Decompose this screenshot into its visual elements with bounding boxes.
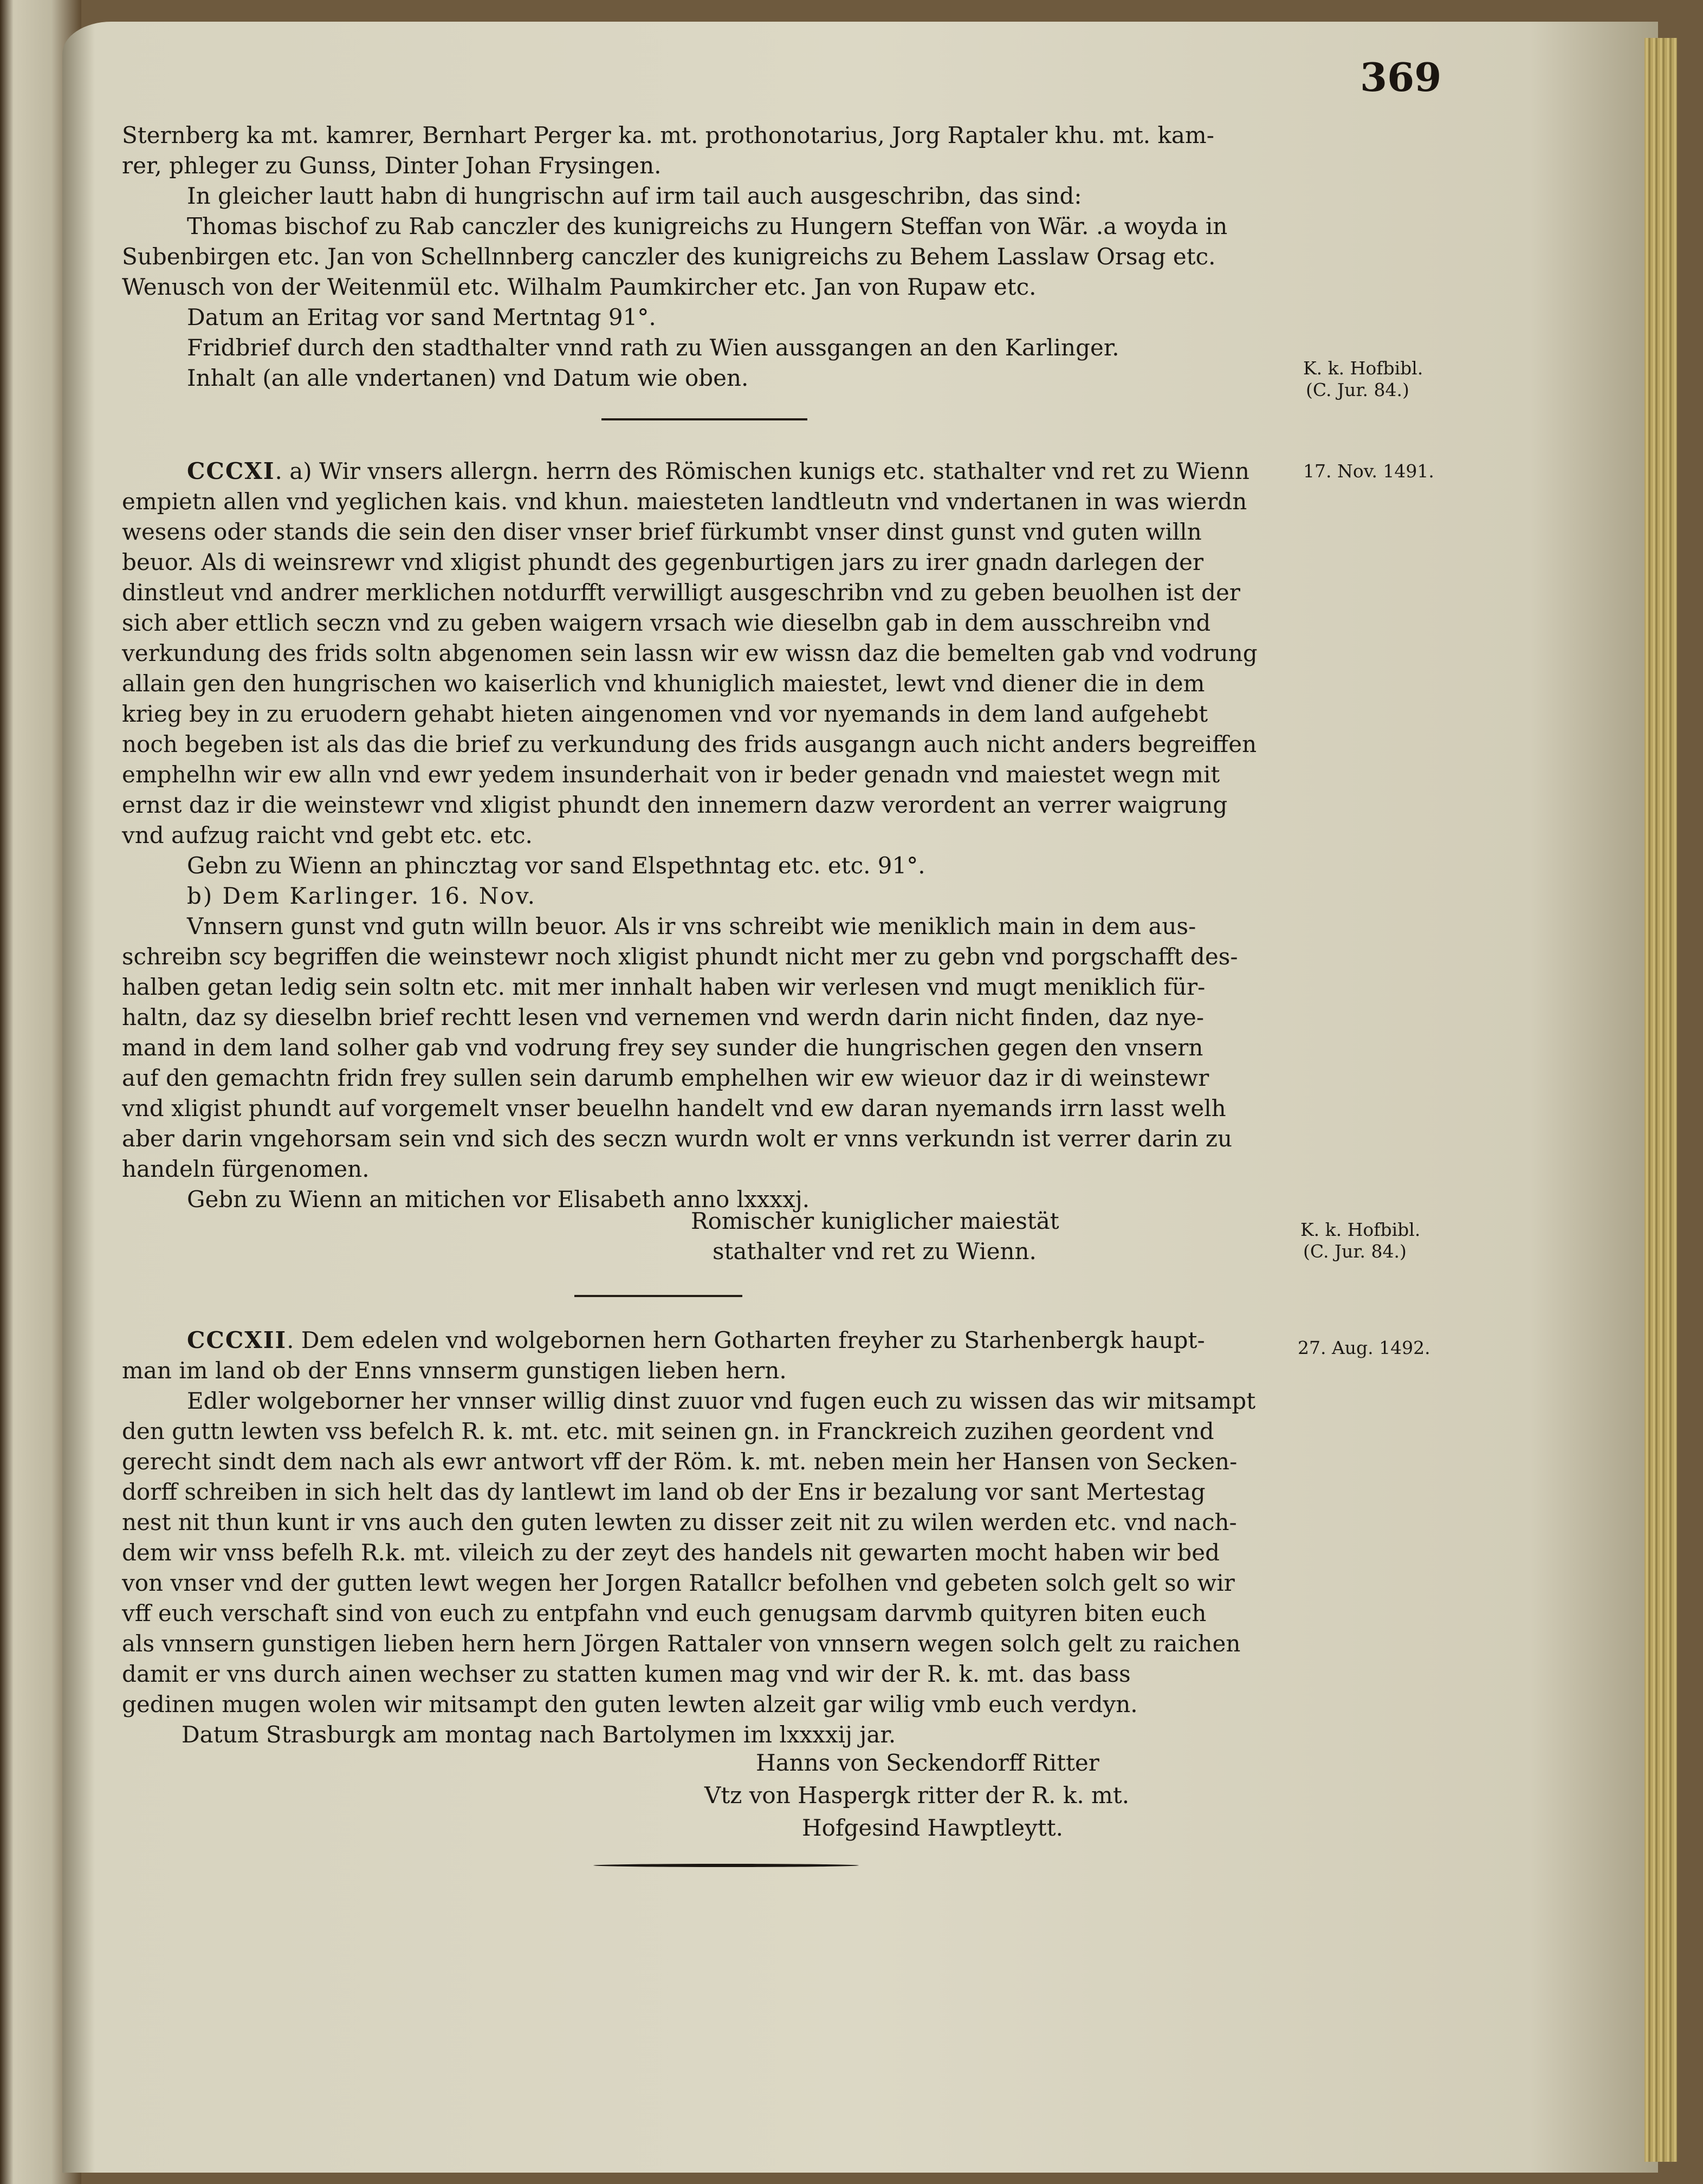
signature-line: stathalter vnd ret zu Wienn. <box>713 1238 1037 1265</box>
document-number: CCCXII <box>187 1327 287 1353</box>
text-line: Datum Strasburgk am montag nach Bartolymen im lxxxxij jar. <box>182 1721 896 1748</box>
text-line: handeln fürgenomen. <box>122 1156 370 1182</box>
document-number: CCCXI <box>187 458 275 484</box>
source-reference: (C. Jur. 84.) <box>1303 1241 1407 1262</box>
text-line: Gebn zu Wienn an phincztag vor sand Elspethntag etc. etc. 91°. <box>187 852 925 879</box>
text-line: halben getan ledig sein soltn etc. mit mer innhalt haben wir verlesen vnd mugt meniklich für- <box>122 974 1206 1000</box>
text-line: schreibn scy begriffen die weinstewr noch xligist phundt nicht mer zu gebn vnd porgschafft des- <box>122 943 1238 970</box>
text-line: Gebn zu Wienn an mitichen vor Elisabeth anno lxxxxj. <box>187 1186 810 1213</box>
end-divider <box>593 1864 859 1867</box>
text-line: beuor. Als di weinsrewr vnd xligist phundt des gegenburtigen jars zu irer gnadn darlegen der <box>122 549 1204 575</box>
text-line: vnd aufzug raicht vnd gebt etc. etc. <box>122 822 533 848</box>
document-date: 17. Nov. 1491. <box>1303 461 1434 482</box>
text-line: Subenbirgen etc. Jan von Schellnnberg canczler des kunigreichs zu Behem Lasslaw Orsag etc. <box>122 243 1216 270</box>
source-reference: K. k. Hofbibl. <box>1300 1219 1421 1240</box>
text-line: auf den gemachtn fridn frey sullen sein darumb emphelhen wir ew wieuor daz ir di weinstewr <box>122 1065 1209 1091</box>
signature-line: Hofgesind Hawptleytt. <box>802 1814 1063 1841</box>
text-line: . a) Wir vnsers allergn. herrn des Römischen kunigs etc. stathalter vnd ret zu Wienn <box>275 458 1249 484</box>
source-reference: K. k. Hofbibl. <box>1303 358 1423 379</box>
text-line: haltn, daz sy dieselbn brief rechtt lesen vnd vernemen vnd werdn darin nicht finden, daz nye- <box>122 1004 1205 1031</box>
text-line: von vnser vnd der gutten lewt wegen her Jorgen Ratallcr befolhen vnd gebeten solch gelt so wir <box>122 1570 1235 1596</box>
text-line: gedinen mugen wolen wir mitsampt den guten lewten alzeit gar wilig vmb euch verdyn. <box>122 1691 1138 1718</box>
text-line: ernst daz ir die weinstewr vnd xligist phundt den innemern dazw verordent an verrer waigrung <box>122 792 1228 818</box>
text-line: Vnnsern gunst vnd gutn willn beuor. Als ir vns schreibt wie meniklich main in dem aus- <box>187 913 1196 939</box>
text-line: Fridbrief durch den stadthalter vnnd rath zu Wien aussgangen an den Karlinger. <box>187 334 1119 361</box>
text-line: noch begeben ist als das die brief zu verkundung des frids ausgangn auch nicht anders begreiffen <box>122 731 1257 757</box>
text-line: aber darin vngehorsam sein vnd sich des seczn wurdn wolt er vnns verkundn ist verrer darin zu <box>122 1125 1233 1152</box>
text-line: Wenusch von der Weitenmül etc. Wilhalm Paumkircher etc. Jan von Rupaw etc. <box>122 274 1037 300</box>
text-line: . Dem edelen vnd wolgebornen hern Gotharten freyher zu Starhenbergk haupt- <box>287 1327 1205 1353</box>
text-line: empietn allen vnd yeglichen kais. vnd khun. maiesteten landtleutn vnd vndertanen in was wierdn <box>122 488 1247 515</box>
text-line: vnd xligist phundt auf vorgemelt vnser beuelhn handelt vnd ew daran nyemands irrn lasst welh <box>122 1095 1226 1122</box>
text-line: Sternberg ka mt. kamrer, Bernhart Perger ka. mt. prothonotarius, Jorg Raptaler khu. mt. kam- <box>122 122 1214 148</box>
text-line: dem wir vnss befelh R.k. mt. vileich zu der zeyt des handels nit gewarten mocht haben wir bed <box>122 1539 1220 1566</box>
text-line: den guttn lewten vss befelch R. k. mt. etc. mit seinen gn. in Franckreich zuzihen geordent vnd <box>122 1418 1214 1444</box>
section-divider <box>601 418 807 420</box>
text-line: verkundung des frids soltn abgenomen sein lassn wir ew wissn daz die bemelten gab vnd vodrung <box>122 640 1258 666</box>
text-line: In gleicher lautt habn di hungrischn auf irm tail auch ausgeschribn, das sind: <box>187 183 1082 209</box>
text-line: man im land ob der Enns vnnserm gunstigen lieben hern. <box>122 1357 787 1384</box>
text-line: vff euch verschaft sind von euch zu entpfahn vnd euch genugsam darvmb quityren biten euch <box>122 1600 1207 1626</box>
text-line: gerecht sindt dem nach als ewr antwort vff der Röm. k. mt. neben mein her Hansen von Secken- <box>122 1448 1238 1475</box>
section-divider <box>574 1295 742 1297</box>
text-line: mand in dem land solher gab vnd vodrung frey sey sunder die hungrischen gegen den vnsern <box>122 1034 1203 1061</box>
text-line: dinstleut vnd andrer merklichen notdurfft verwilligt ausgeschribn vnd zu geben beuolhen ist der <box>122 579 1240 606</box>
document-heading-line <box>187 456 1249 487</box>
text-line: allain gen den hungrischen wo kaiserlich vnd khuniglich maiestet, lewt vnd diener die in dem <box>122 670 1205 697</box>
document-date: 27. Aug. 1492. <box>1298 1337 1430 1358</box>
text-line: emphelhn wir ew alln vnd ewr yedem insunderhait von ir beder genadn vnd maiestet wegn mit <box>122 761 1220 788</box>
page-fore-edge <box>1644 38 1677 2162</box>
source-reference: (C. Jur. 84.) <box>1306 379 1409 400</box>
text-line: sich aber ettlich seczn vnd zu geben waigern vrsach wie dieselbn gab in dem ausschreibn vnd <box>122 610 1211 636</box>
text-line: Inhalt (an alle vndertanen) vnd Datum wie oben. <box>187 365 749 391</box>
text-line: rer, phleger zu Gunss, Dinter Johan Frysingen. <box>122 152 662 179</box>
text-line: Edler wolgeborner her vnnser willig dinst zuuor vnd fugen euch zu wissen das wir mitsampt <box>187 1388 1256 1414</box>
text-line: dorff schreiben in sich helt das dy lantlewt im land ob der Ens ir bezalung vor sant Mertestag <box>122 1479 1206 1505</box>
text-line: wesens oder stands die sein den diser vnser brief fürkumbt vnser dinst gunst vnd guten willn <box>122 519 1202 545</box>
page-number: 369 <box>1360 54 1442 100</box>
text-line: Thomas bischof zu Rab canczler des kunigreichs zu Hungern Steffan von Wär. .a woyda in <box>187 213 1228 239</box>
text-line: als vnnsern gunstigen lieben hern hern Jörgen Rattaler von vnnsern wegen solch gelt zu raichen <box>122 1630 1241 1657</box>
text-line: b) Dem Karlinger. 16. Nov. <box>187 883 536 909</box>
text-line: nest nit thun kunt ir vns auch den guten lewten zu disser zeit nit zu wilen werden etc. vnd nach- <box>122 1509 1237 1535</box>
text-line: damit er vns durch ainen wechser zu statten kumen mag vnd wir der R. k. mt. das bass <box>122 1661 1131 1687</box>
signature-line: Romischer kuniglicher maiestät <box>691 1208 1059 1234</box>
signature-line: Hanns von Seckendorff Ritter <box>756 1749 1099 1776</box>
text-line: krieg bey in zu eruodern gehabt hieten aingenomen vnd vor nyemands in dem land aufgehebt <box>122 701 1208 727</box>
signature-line: Vtz von Haspergk ritter der R. k. mt. <box>704 1782 1130 1809</box>
text-line: Datum an Eritag vor sand Mertntag 91°. <box>187 304 656 330</box>
document-heading-line <box>187 1325 1205 1356</box>
